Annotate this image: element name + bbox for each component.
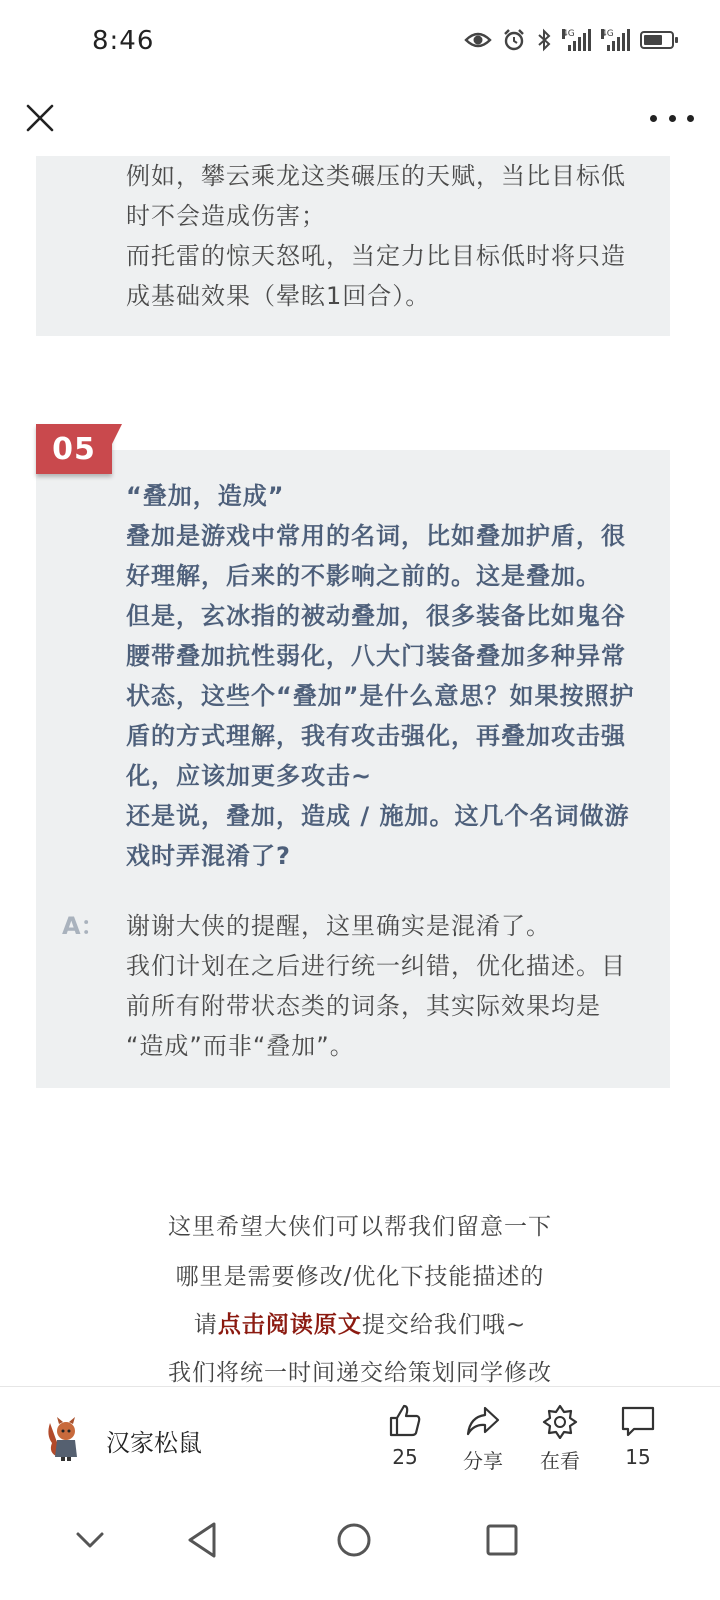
back-triangle-icon[interactable] bbox=[180, 1516, 228, 1564]
chevron-down-icon[interactable] bbox=[66, 1516, 114, 1564]
like-button[interactable] bbox=[375, 1403, 435, 1469]
text-line: 化，应该加更多攻击~ bbox=[126, 762, 373, 790]
question-text bbox=[126, 476, 656, 876]
status-time: 8:46 bbox=[92, 26, 155, 56]
closing-line-3 bbox=[0, 1306, 720, 1339]
closing-suffix: 提交给我们哦~ bbox=[361, 1312, 527, 1338]
alarm-icon bbox=[502, 28, 526, 52]
more-options-button[interactable] bbox=[650, 108, 694, 128]
share-label: 分享 bbox=[463, 1449, 503, 1473]
dot-icon bbox=[650, 115, 657, 122]
item-number-badge: 05 bbox=[36, 424, 112, 474]
battery-icon bbox=[640, 31, 674, 49]
close-icon bbox=[24, 102, 56, 134]
signal-icon-1 bbox=[562, 29, 591, 51]
text-line: “叠加，造成” bbox=[126, 482, 285, 510]
thumbs-up-icon bbox=[387, 1403, 423, 1439]
dot-icon bbox=[687, 115, 694, 122]
text-line: 我们计划在之后进行统一纠错，优化描述。目 bbox=[126, 952, 626, 980]
closing-line-4: 我们将统一时间递交给策划同学修改 bbox=[168, 1360, 552, 1386]
network-type-2: 4G bbox=[601, 29, 614, 39]
text-line: 而托雷的惊天怒吼，当定力比目标低时将只造 bbox=[126, 242, 626, 270]
wow-flower-icon bbox=[542, 1403, 578, 1439]
text-line: 谢谢大侠的提醒，这里确实是混淆了。 bbox=[126, 912, 551, 940]
comment-button[interactable] bbox=[608, 1403, 668, 1469]
eye-icon bbox=[464, 30, 492, 50]
closing-line-2: 哪里是需要修改/优化下技能描述的 bbox=[175, 1264, 545, 1290]
bottom-action-bar bbox=[0, 1386, 720, 1497]
home-circle-icon[interactable] bbox=[330, 1516, 378, 1564]
text-line: “造成”而非“叠加”。 bbox=[126, 1032, 355, 1060]
recent-apps-icon[interactable] bbox=[478, 1516, 526, 1564]
text-line: 叠加是游戏中常用的名词，比如叠加护盾，很 bbox=[126, 522, 626, 550]
text-line: 状态，这些个“叠加”是什么意思？如果按照护 bbox=[126, 682, 635, 710]
text-line: 还是说，叠加，造成 / 施加。这几个名词做游 bbox=[126, 802, 630, 830]
bluetooth-icon bbox=[536, 28, 552, 52]
close-button[interactable] bbox=[20, 98, 60, 138]
status-icons bbox=[464, 28, 674, 52]
text-line: 腰带叠加抗性弱化，八大门装备叠加多种异常 bbox=[126, 642, 626, 670]
account-name[interactable]: 汉家松鼠 bbox=[106, 1429, 202, 1457]
read-original-link[interactable]: 点击阅读原文 bbox=[217, 1312, 362, 1338]
text-line: 例如，攀云乘龙这类碾压的天赋，当比目标低 bbox=[126, 162, 626, 190]
text-line: 前所有附带状态类的词条，其实际效果均是 bbox=[126, 992, 601, 1020]
text-line: 戏时弄混淆了? bbox=[126, 842, 291, 870]
prev-item-text bbox=[126, 156, 656, 316]
watch-label: 在看 bbox=[540, 1449, 580, 1473]
wow-button[interactable] bbox=[530, 1403, 590, 1474]
like-count: 25 bbox=[392, 1445, 418, 1469]
comment-count: 15 bbox=[625, 1445, 651, 1469]
answer-label: A： bbox=[62, 912, 105, 940]
text-line: 盾的方式理解，我有攻击强化，再叠加攻击强 bbox=[126, 722, 626, 750]
share-button[interactable] bbox=[453, 1403, 513, 1474]
system-nav-bar bbox=[0, 1496, 720, 1600]
text-line: 时不会造成伤害； bbox=[126, 202, 326, 230]
closing-line-1: 这里希望大侠们可以帮我们留意一下 bbox=[168, 1214, 552, 1240]
text-line: 好理解，后来的不影响之前的。这是叠加。 bbox=[126, 562, 601, 590]
qa-item-box bbox=[36, 450, 670, 1088]
answer-text bbox=[126, 906, 656, 1066]
comment-icon bbox=[620, 1403, 656, 1439]
status-bar bbox=[0, 0, 720, 88]
signal-icon-2 bbox=[601, 29, 630, 51]
prev-item-box bbox=[36, 156, 670, 336]
badge-corner bbox=[112, 424, 122, 444]
share-icon bbox=[465, 1403, 501, 1439]
closing-prefix: 请 bbox=[193, 1312, 218, 1338]
text-line: 但是，玄冰指的被动叠加，很多装备比如鬼谷 bbox=[126, 602, 626, 630]
article-content[interactable] bbox=[0, 156, 720, 1416]
text-line: 成基础效果（晕眩1回合）。 bbox=[126, 282, 431, 310]
network-type-1: 4G bbox=[562, 29, 575, 39]
article-header bbox=[0, 88, 720, 156]
dot-icon bbox=[669, 115, 676, 122]
account-avatar[interactable] bbox=[44, 1415, 84, 1461]
